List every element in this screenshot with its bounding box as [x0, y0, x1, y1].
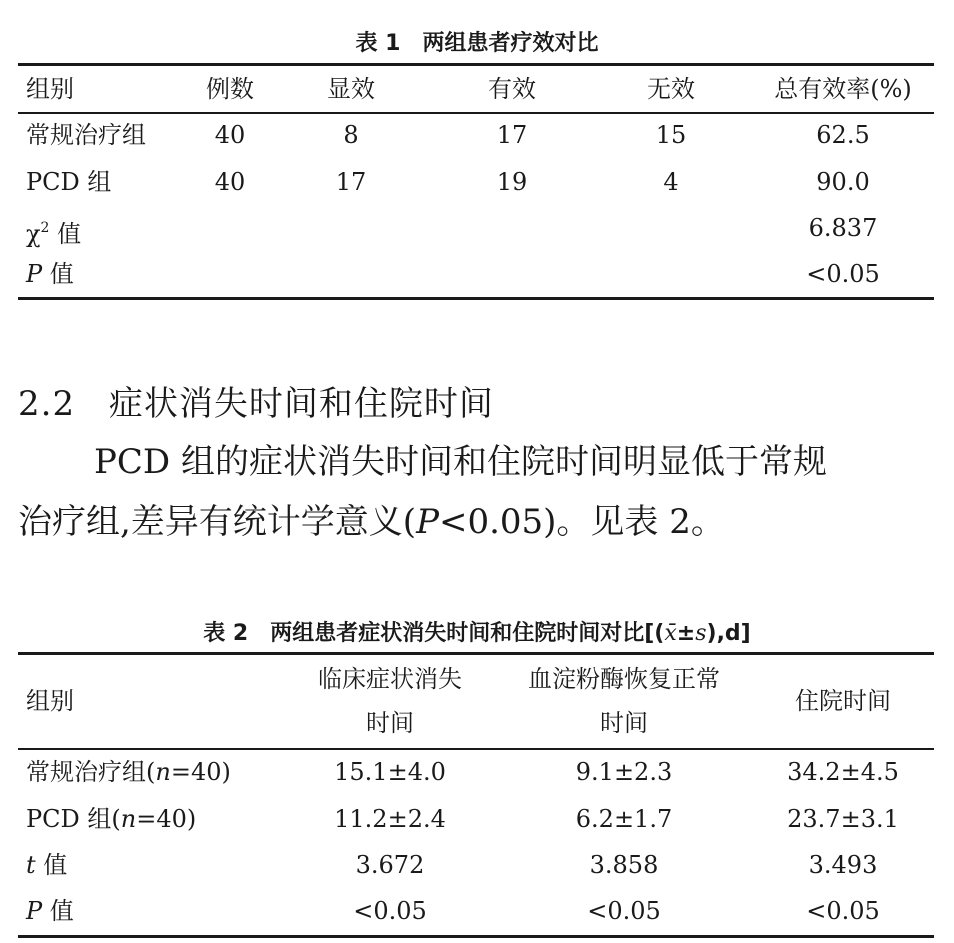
table2-row2-col1: 11.2±2.4 [334, 805, 446, 833]
table2-row2-group [26, 804, 196, 834]
section-number: 2.2 [18, 384, 76, 424]
table2-p-col2: <0.05 [587, 897, 661, 925]
table2-p-suffix: 值 [42, 897, 74, 925]
table2-header-col1-line1: 临床症状消失 [318, 665, 462, 693]
table1-row1-marked: 8 [343, 121, 359, 149]
table2-t-col2: 3.858 [589, 851, 659, 879]
table2-row1-group-a: 常规治疗组( [26, 758, 156, 786]
table2-caption-x: x̄ [664, 621, 677, 646]
table2-caption [203, 616, 750, 647]
paragraph-line-1: PCD 组的症状消失时间和住院时间明显低于常规 [94, 442, 827, 482]
chi-superscript: 2 [40, 220, 50, 236]
table1-header-rate: 总有效率(%) [774, 75, 912, 103]
table2-p-col3: <0.05 [806, 897, 880, 925]
table1-row2-group: PCD 组 [26, 168, 112, 196]
table2-bottom-rule [18, 935, 934, 938]
table1-caption: 表 1 两组患者疗效对比 [355, 31, 599, 56]
table2-header-col2-line1: 血淀粉酶恢复正常 [528, 665, 720, 693]
table1-row1-effective: 17 [496, 121, 528, 149]
paragraph-p-italic: P [416, 502, 439, 542]
table2-top-rule [18, 652, 934, 655]
chi-symbol: χ [26, 220, 41, 248]
table2-caption-b: ± [676, 621, 696, 646]
table2-row1-n-italic: n [155, 758, 171, 786]
table1-row2-rate: 90.0 [816, 168, 870, 196]
table2-row2-col2: 6.2±1.7 [575, 805, 673, 833]
table2-row2-col3: 23.7±3.1 [787, 805, 899, 833]
table2-p-italic: P [26, 897, 43, 925]
table2-caption-c: ),d] [706, 621, 751, 646]
table1-p-label [26, 259, 74, 289]
table2-t-col3: 3.493 [808, 851, 878, 879]
table1-row2-ineffective: 4 [663, 168, 679, 196]
t-suffix: 值 [35, 851, 68, 879]
table1-header-n: 例数 [206, 75, 254, 103]
section-title-text: 症状消失时间和住院时间 [108, 384, 494, 424]
table1-header-effective: 有效 [488, 75, 536, 103]
chi-suffix: 值 [49, 220, 82, 248]
paragraph-line-2 [18, 494, 725, 543]
paragraph-line-2-b: <0.05)。见表 2。 [438, 502, 725, 542]
table2-header-col1-line2: 时间 [366, 709, 414, 737]
table1-row2-effective: 19 [496, 168, 528, 196]
table1-header-marked: 显效 [327, 75, 375, 103]
section-heading [18, 376, 494, 425]
table2-row1-col3: 34.2±4.5 [787, 758, 899, 786]
table2-p-col1: <0.05 [353, 897, 427, 925]
table1-row1-group: 常规治疗组 [26, 121, 146, 149]
table2-row2-n-italic: n [120, 805, 137, 833]
table1-row2-marked: 17 [335, 168, 367, 196]
table2-row2-group-a: PCD 组( [26, 805, 121, 833]
table1-top-rule [18, 63, 934, 66]
t-italic: t [26, 851, 36, 879]
table1-row1-ineffective: 15 [655, 121, 687, 149]
table2-caption-s: s [695, 621, 707, 646]
table2-header-col2-line2: 时间 [600, 709, 648, 737]
table1-row2-n: 40 [214, 168, 246, 196]
table1-bottom-rule [18, 297, 934, 300]
table1-header-rule [18, 112, 934, 114]
table2-p-label [26, 896, 74, 926]
table2-row1-group [26, 757, 231, 787]
table2-t-label [26, 850, 67, 880]
table1-row1-rate: 62.5 [816, 121, 870, 149]
p-suffix: 值 [42, 260, 74, 288]
paragraph-line-2-a: 治疗组,差异有统计学意义( [18, 502, 417, 542]
table1-row1-n: 40 [214, 121, 246, 149]
table2-row1-col2: 9.1±2.3 [575, 758, 673, 786]
table2-header-group: 组别 [26, 687, 74, 715]
table1-header-group: 组别 [26, 75, 74, 103]
table1-p-value: <0.05 [806, 260, 880, 288]
table2-header-rule [18, 748, 934, 750]
table1-header-ineffective: 无效 [647, 75, 695, 103]
table2-row1-group-b: =40) [170, 758, 231, 786]
table2-header-col3: 住院时间 [795, 687, 891, 715]
p-italic: P [26, 260, 43, 288]
table1-chi-label [26, 213, 81, 249]
table1-chi-value: 6.837 [808, 214, 878, 242]
table2-caption-a: 表 2 两组患者症状消失时间和住院时间对比[( [203, 621, 665, 646]
table2-row1-col1: 15.1±4.0 [334, 758, 446, 786]
table2-t-col1: 3.672 [355, 851, 425, 879]
table2-row2-group-b: =40) [136, 805, 197, 833]
